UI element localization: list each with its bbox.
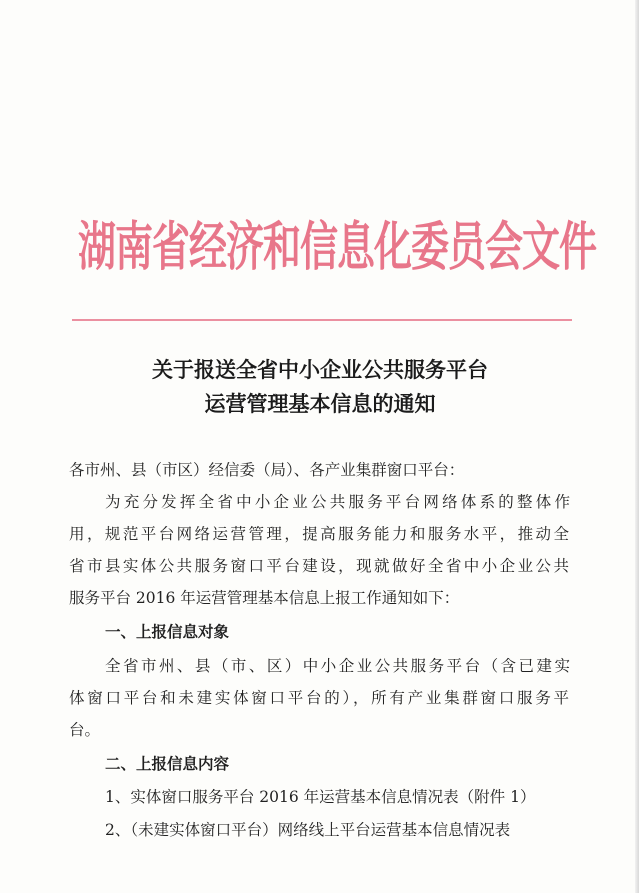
section-2-line-2: 2、（未建实体窗口平台）网络线上平台运营基本信息情况表 [105, 821, 511, 839]
scan-edge [635, 0, 639, 893]
header-divider [72, 319, 572, 321]
salutation: 各市州、县（市区）经信委（局）、各产业集群窗口平台： [69, 461, 465, 479]
intro-line-1: 为充分发挥全省中小企业公共服务平台网络体系的整体作 [105, 493, 570, 511]
intro-line-2: 用，规范平台网络运营管理，提高服务能力和服务水平，推动全 [69, 525, 569, 543]
section-1-heading: 一、上报信息对象 [105, 623, 230, 641]
intro-line-4: 服务平台 2016 年运营管理基本信息上报工作通知如下： [69, 589, 460, 607]
section-2-heading: 二、上报信息内容 [105, 755, 230, 773]
document-header: 湖南省经济和信息化委员会文件 [78, 216, 597, 278]
document-title-line-1: 关于报送全省中小企业公共服务平台 [152, 357, 488, 382]
section-1-line-1: 全省市州、县（市、区）中小企业公共服务平台（含已建实 [105, 657, 570, 675]
section-2-line-1: 1、实体窗口服务平台 2016 年运营基本信息情况表（附件 1） [105, 788, 536, 806]
intro-line-3: 省市县实体公共服务窗口平台建设，现就做好全省中小企业公共 [69, 557, 569, 575]
section-1-line-3: 台。 [69, 721, 101, 739]
document-title-line-2: 运营管理基本信息的通知 [204, 391, 436, 416]
section-1-line-2: 体窗口平台和未建实体窗口平台的），所有产业集群窗口服务平 [69, 689, 569, 707]
